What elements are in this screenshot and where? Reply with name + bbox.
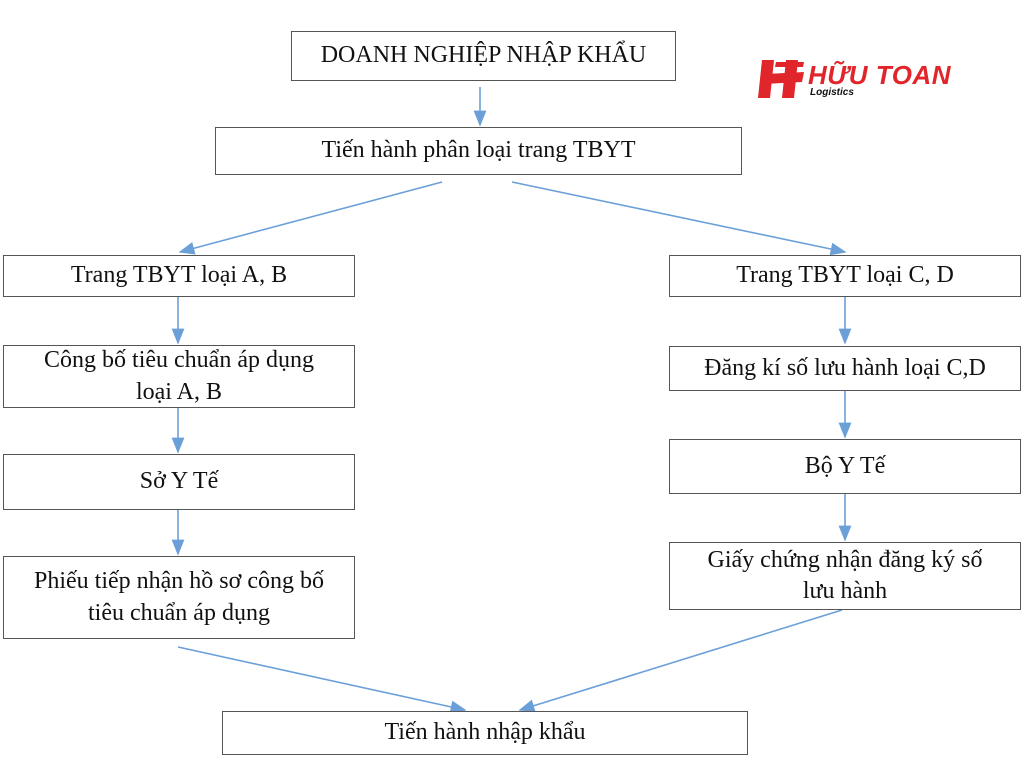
arrow-classify-to-ab xyxy=(180,182,442,252)
node-dept-health xyxy=(3,454,355,510)
node-ministry-health-label: Bộ Y Tế xyxy=(804,452,886,479)
node-classify-label: Tiến hành phân loại trang TBYT xyxy=(321,137,636,164)
arrow-receipt-to-import xyxy=(178,647,465,710)
node-ministry-health xyxy=(669,439,1021,494)
logo-subtitle: Logistics xyxy=(810,87,854,98)
node-type-ab-label: Trang TBYT loại A, B xyxy=(70,262,288,289)
node-type-cd-label: Trang TBYT loại C, D xyxy=(736,262,954,289)
node-type-cd xyxy=(669,255,1021,297)
node-declare-ab-line2: loại A, B xyxy=(135,378,222,405)
node-type-ab xyxy=(3,255,355,297)
node-importer xyxy=(291,31,676,81)
arrow-classify-to-cd xyxy=(512,182,845,252)
node-dept-health-label: Sở Y Tế xyxy=(139,468,219,495)
node-register-cd-label: Đăng kí số lưu hành loại C,D xyxy=(704,354,986,381)
node-declare-ab-line1: Công bố tiêu chuẩn áp dụng xyxy=(44,347,314,374)
node-receipt-line1: Phiếu tiếp nhận hồ sơ công bố xyxy=(34,568,324,595)
node-receipt xyxy=(3,556,355,639)
node-classify xyxy=(215,127,742,175)
node-importer-label: DOANH NGHIỆP NHẬP KHẨU xyxy=(320,42,647,69)
node-declare-ab xyxy=(3,345,355,408)
node-certificate-line2: lưu hành xyxy=(802,578,888,604)
node-register-cd xyxy=(669,346,1021,391)
node-import-label: Tiến hành nhập khẩu xyxy=(384,719,586,746)
logo-mark-icon xyxy=(756,58,806,100)
company-logo xyxy=(756,58,956,102)
logo-name: HỮU TOAN xyxy=(808,60,951,90)
arrow-certificate-to-import xyxy=(520,610,842,710)
node-import xyxy=(222,711,748,755)
node-receipt-line2: tiêu chuẩn áp dụng xyxy=(88,599,270,626)
node-certificate-line1: Giấy chứng nhận đăng ký số xyxy=(707,546,983,573)
node-certificate xyxy=(669,542,1021,610)
